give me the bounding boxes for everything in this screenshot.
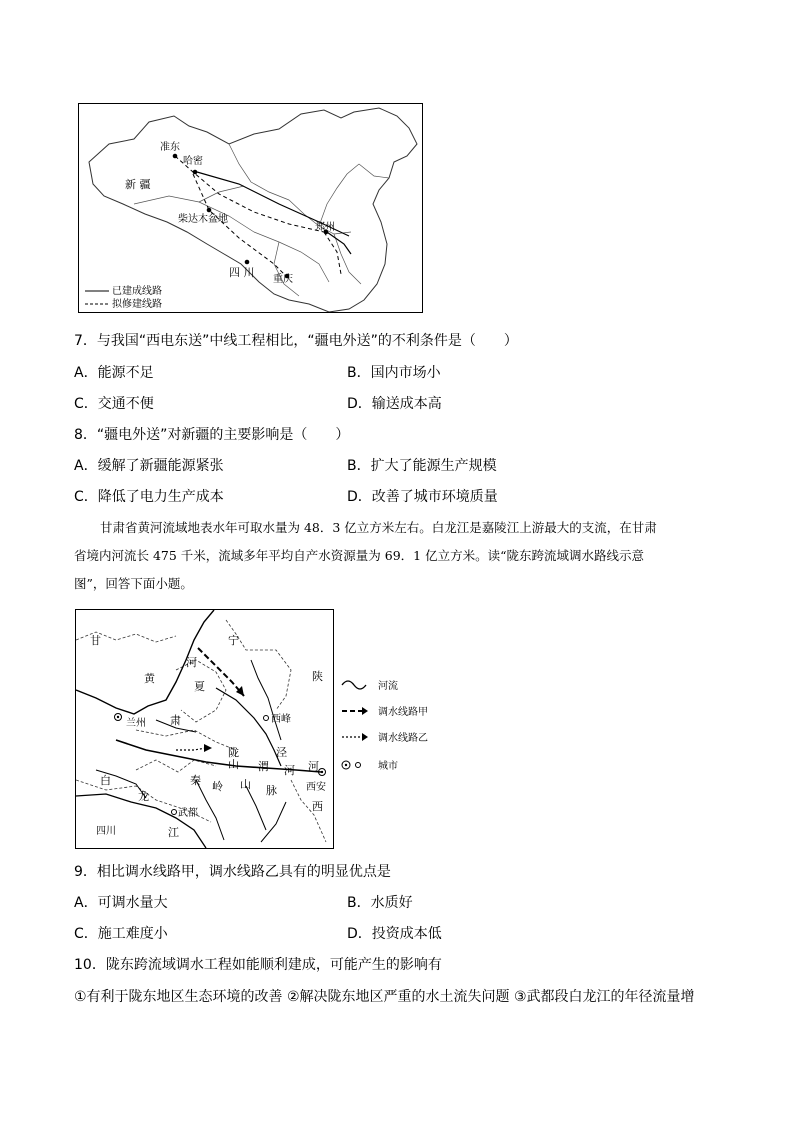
question-7-stem: 7．与我国“西电东送”中线工程相比，“疆电外送”的不利条件是（ ）	[74, 333, 518, 349]
q9-option-a[interactable]: A．可调水量大	[74, 895, 168, 911]
question-8-stem: 8．“疆电外送”对新疆的主要影响是（ ）	[74, 427, 350, 443]
legend-built-label: 已建成线路	[112, 286, 162, 297]
legend-city-label: 城市	[378, 761, 398, 772]
q7-option-c[interactable]: C．交通不便	[74, 396, 154, 412]
q8-option-c[interactable]: C．降低了电力生产成本	[74, 489, 224, 505]
power-map-svg	[79, 104, 422, 312]
river-branch	[246, 786, 266, 830]
label-lanzhou: 兰州	[126, 718, 146, 729]
label-wudu: 武都	[178, 808, 198, 819]
label-mai: 脉	[266, 784, 277, 797]
label-xia: 夏	[194, 680, 205, 693]
province-line	[319, 164, 359, 226]
q8-option-a[interactable]: A．缓解了新疆能源紧张	[74, 458, 224, 474]
zhundong-marker	[173, 154, 178, 159]
label-jing: 泾	[276, 746, 287, 759]
label-long: 陇	[228, 746, 239, 759]
q9-option-c[interactable]: C．施工难度小	[74, 926, 168, 942]
label-ling: 岭	[212, 780, 223, 793]
label-bai: 白	[100, 774, 111, 787]
province-line	[199, 186, 244, 202]
label-long2: 龙	[138, 790, 149, 803]
label-shaan: 陕	[312, 670, 323, 683]
label-sichuan2: 四川	[96, 826, 116, 837]
label-qaidam: 柴达木盆地	[178, 214, 228, 225]
question-10-statements: ①有利于陇东地区生态环境的改善 ②解决陇东地区严重的水土流失问题 ③武都段白龙江的年径流量增	[74, 989, 695, 1005]
label-ning: 宁	[228, 634, 239, 647]
power-transmission-map	[78, 103, 423, 313]
label-chongqing: 重庆	[273, 274, 293, 285]
q7-option-d[interactable]: D．输送成本高	[347, 396, 442, 412]
wudu-marker	[172, 810, 177, 815]
reading-passage	[74, 514, 774, 598]
label-su: 肃	[170, 714, 181, 727]
label-he2: 河	[284, 764, 295, 777]
route-b-arrow	[204, 744, 212, 752]
china-border	[89, 108, 417, 312]
route-b	[176, 748, 206, 750]
province-line	[274, 242, 299, 296]
label-he3: 河	[308, 760, 319, 773]
jing-river	[216, 688, 281, 766]
label-wei: 渭	[258, 760, 269, 773]
q9-option-b[interactable]: B．水质好	[347, 895, 413, 911]
province-line	[229, 144, 289, 200]
label-hami: 哈密	[183, 156, 203, 167]
label-he1: 河	[186, 656, 197, 669]
label-gan: 甘	[90, 634, 101, 647]
sichuan-marker	[245, 260, 250, 265]
passage-line-2: 省境内河流长 475 千米，流域多年平均自产水资源量为 69．1 亿立方米。读“陇东跨流域调水路线示意	[74, 548, 645, 563]
label-shan2: 山	[240, 778, 251, 791]
q8-option-d[interactable]: D．改善了城市环境质量	[347, 489, 498, 505]
river-branch	[261, 802, 286, 842]
label-zhundong: 准东	[160, 142, 180, 153]
label-shan1: 山	[228, 758, 239, 771]
q7-option-a[interactable]: A．能源不足	[74, 365, 154, 381]
water-diversion-map	[75, 609, 334, 849]
province-line	[359, 164, 389, 178]
jing-tributary	[251, 660, 281, 740]
label-xi: 西	[312, 800, 323, 813]
label-huang: 黄	[144, 672, 155, 685]
q7-option-b[interactable]: B．国内市场小	[347, 365, 441, 381]
water-map-legend	[340, 675, 450, 775]
label-xinjiang: 新 疆	[125, 178, 151, 191]
question-9-stem: 9．相比调水线路甲，调水线路乙具有的明显优点是	[74, 864, 391, 880]
planned-route	[324, 232, 341, 274]
xifeng-marker	[264, 716, 269, 721]
legend-river-icon	[342, 681, 366, 689]
label-sichuan: 四 川	[229, 266, 255, 279]
hami-marker	[193, 170, 198, 175]
water-map-svg	[76, 610, 333, 848]
legend-river-label: 河流	[378, 681, 398, 692]
qaidam-marker	[207, 208, 212, 213]
province-border	[136, 730, 236, 750]
planned-route	[193, 174, 289, 279]
passage-line-3: 图”，回答下面小题。	[74, 576, 193, 591]
legend-svg	[340, 675, 450, 775]
label-zhengzhou: 郑州	[315, 222, 335, 233]
legend-route-a-label: 调水线路甲	[378, 707, 428, 718]
q9-option-d[interactable]: D．投资成本低	[347, 926, 442, 942]
passage-line-1: 甘肃省黄河流域地表水年可取水量为 48．3 亿立方米左右。白龙江是嘉陵江上游最大的支流，在甘肃	[100, 520, 657, 535]
label-qin: 秦	[190, 774, 201, 787]
label-xifeng: 西峰	[271, 714, 291, 725]
legend-planned-label: 拟修建线路	[112, 299, 162, 310]
question-10-stem: 10．陇东跨流域调水工程如能顺利建成，可能产生的影响有	[74, 957, 442, 973]
q8-option-b[interactable]: B．扩大了能源生产规模	[347, 458, 497, 474]
label-xian: 西安	[306, 782, 326, 793]
legend-route-b-label: 调水线路乙	[378, 733, 428, 744]
label-jiang: 江	[168, 826, 179, 839]
